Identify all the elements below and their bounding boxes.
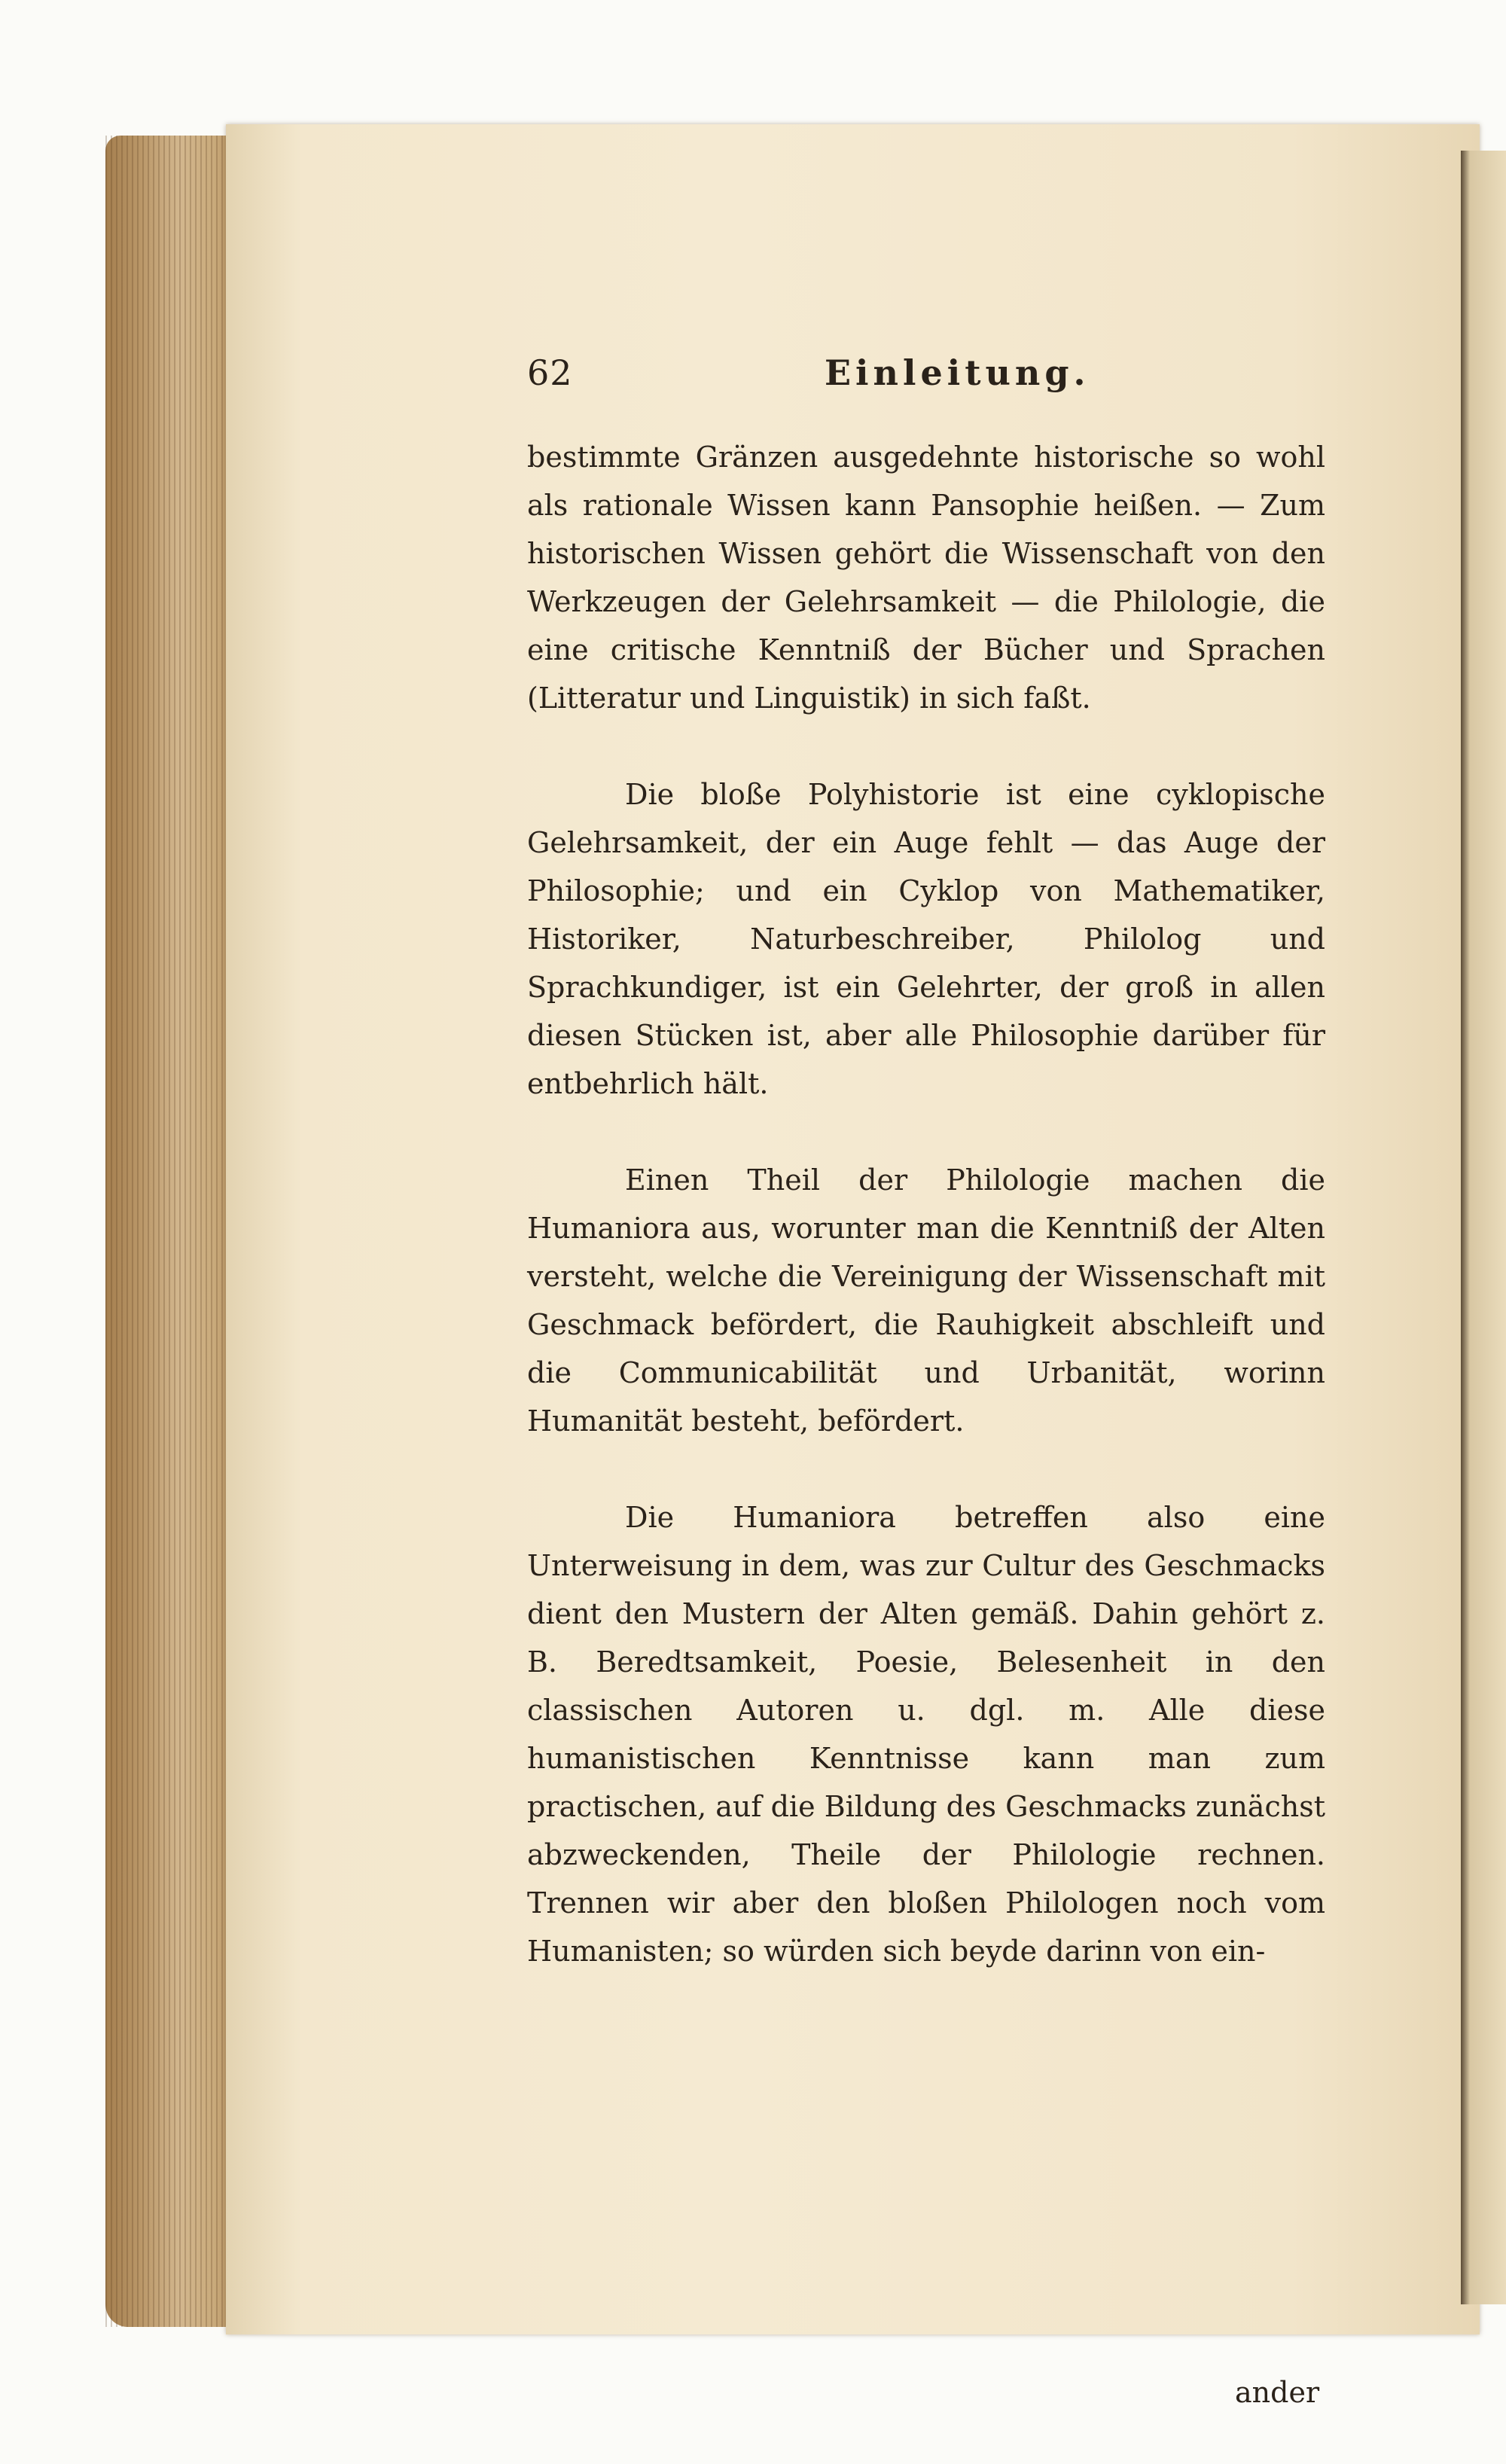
body-text	[527, 433, 1325, 1975]
paragraph-2: Die bloße Polyhistorie ist eine cyklopische Gelehrsamkeit, der ein Auge fehlt — das Auge der Philosophie; und ein Cyklop von Mathematiker, Historiker, Naturbeschreiber, Philolog und Sprachkundiger, ist ein Gelehrter, der groß in allen diesen Stücken ist, aber alle Philosophie darüber für entbehrlich hält.	[527, 778, 1325, 1100]
catchword: ander	[1235, 2376, 1320, 2409]
paragraph-3: Einen Theil der Philologie machen die Humaniora aus, worunter man die Kenntniß der Alten versteht, welche die Vereinigung der Wissenschaft mit Geschmack befördert, die Rauhigkeit abschleift und die Communicabilität und Urbanität, worinn Humanität besteht, befördert.	[527, 1163, 1325, 1438]
paragraph-1: bestimmte Gränzen ausgedehnte historische so wohl als rationale Wissen kann Pansophie heißen. — Zum historischen Wissen gehört die Wissenschaft von den Werkzeugen der Gelehrsamkeit — die Philologie, die eine critische Kenntniß der Bücher und Sprachen (Litteratur und Linguistik) in sich faßt.	[527, 441, 1325, 715]
paragraph-4: Die Humaniora betreffen also eine Unterweisung in dem, was zur Cultur des Geschmacks dient den Mustern der Alten gemäß. Dahin gehört z. B. Beredtsamkeit, Poesie, Belesenheit in den classischen Autoren u. dgl. m. Alle diese humanistischen Kenntnisse kann man zum practischen, auf die Bildung des Geschmacks zunächst abzweckenden, Theile der Philologie rechnen. Trennen wir aber den bloßen Philologen noch vom Humanisten; so würden sich beyde darinn von ein-	[527, 1501, 1325, 1968]
running-head: Einleitung.	[825, 352, 1090, 393]
page-number: 62	[527, 352, 573, 393]
page-header	[527, 352, 1318, 398]
facing-page-edge	[1461, 151, 1506, 2304]
book-page-edges	[105, 136, 241, 2327]
